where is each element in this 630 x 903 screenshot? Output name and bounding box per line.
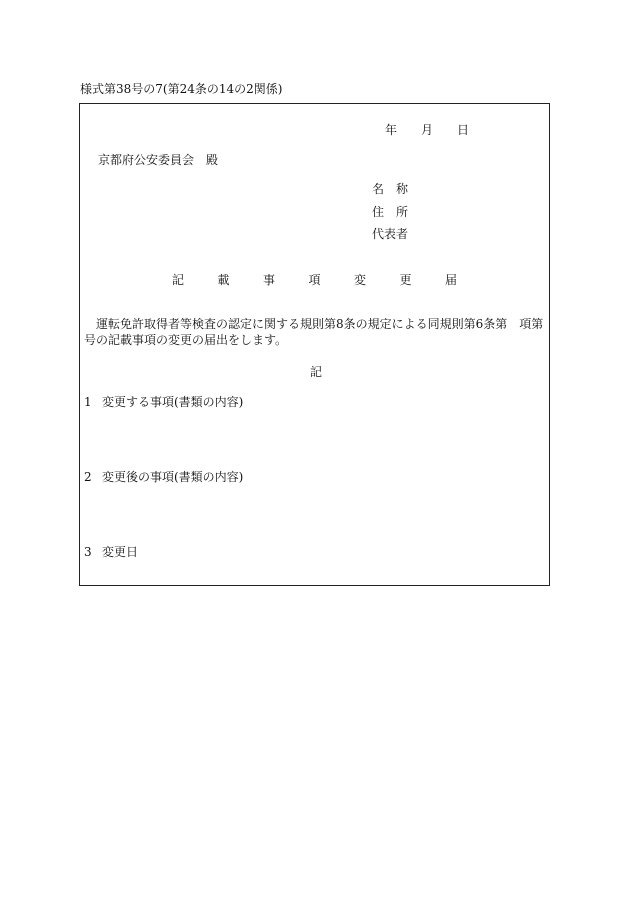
form-frame bbox=[79, 103, 550, 586]
title-char: 変 bbox=[354, 273, 367, 287]
item-label: 変更日 bbox=[102, 545, 139, 559]
item-1 bbox=[84, 393, 243, 410]
body-line-1: 運転免許取得者等検査の認定に関する規則第8条の規定による同規則第6条第 項第 bbox=[96, 317, 544, 331]
address-field-label bbox=[372, 203, 408, 220]
name-label-char-2: 称 bbox=[396, 182, 409, 196]
title-char: 届 bbox=[445, 273, 458, 287]
item-number: 3 bbox=[84, 545, 92, 559]
representative-field-label: 代表者 bbox=[372, 227, 409, 241]
day-label: 日 bbox=[457, 123, 470, 137]
name-field-label bbox=[372, 180, 408, 197]
item-label: 変更後の事項(書類の内容) bbox=[102, 470, 244, 484]
item-3 bbox=[84, 543, 138, 560]
form-number: 様式第38号の7(第24条の14の2関係) bbox=[80, 82, 283, 96]
addressee bbox=[98, 151, 218, 168]
date-line bbox=[385, 121, 469, 138]
item-number: 2 bbox=[84, 470, 92, 484]
addressee-honorific: 殿 bbox=[206, 153, 219, 167]
title-char: 事 bbox=[263, 273, 276, 287]
body-line-2: 号の記載事項の変更の届出をします。 bbox=[84, 333, 288, 347]
month-label: 月 bbox=[421, 123, 434, 137]
item-2 bbox=[84, 468, 243, 485]
year-label: 年 bbox=[385, 123, 398, 137]
body-paragraph bbox=[84, 316, 544, 348]
ki-label: 記 bbox=[310, 365, 323, 379]
item-number: 1 bbox=[84, 395, 92, 409]
address-label-char-1: 住 bbox=[372, 205, 385, 219]
name-label-char-1: 名 bbox=[372, 182, 385, 196]
address-label-char-2: 所 bbox=[396, 205, 409, 219]
addressee-name: 京都府公安委員会 bbox=[98, 153, 195, 167]
title-char: 記 bbox=[172, 273, 185, 287]
title-char: 更 bbox=[399, 273, 412, 287]
item-label: 変更する事項(書類の内容) bbox=[102, 395, 244, 409]
document-title bbox=[172, 271, 491, 288]
title-char: 項 bbox=[308, 273, 321, 287]
title-char: 載 bbox=[217, 273, 230, 287]
